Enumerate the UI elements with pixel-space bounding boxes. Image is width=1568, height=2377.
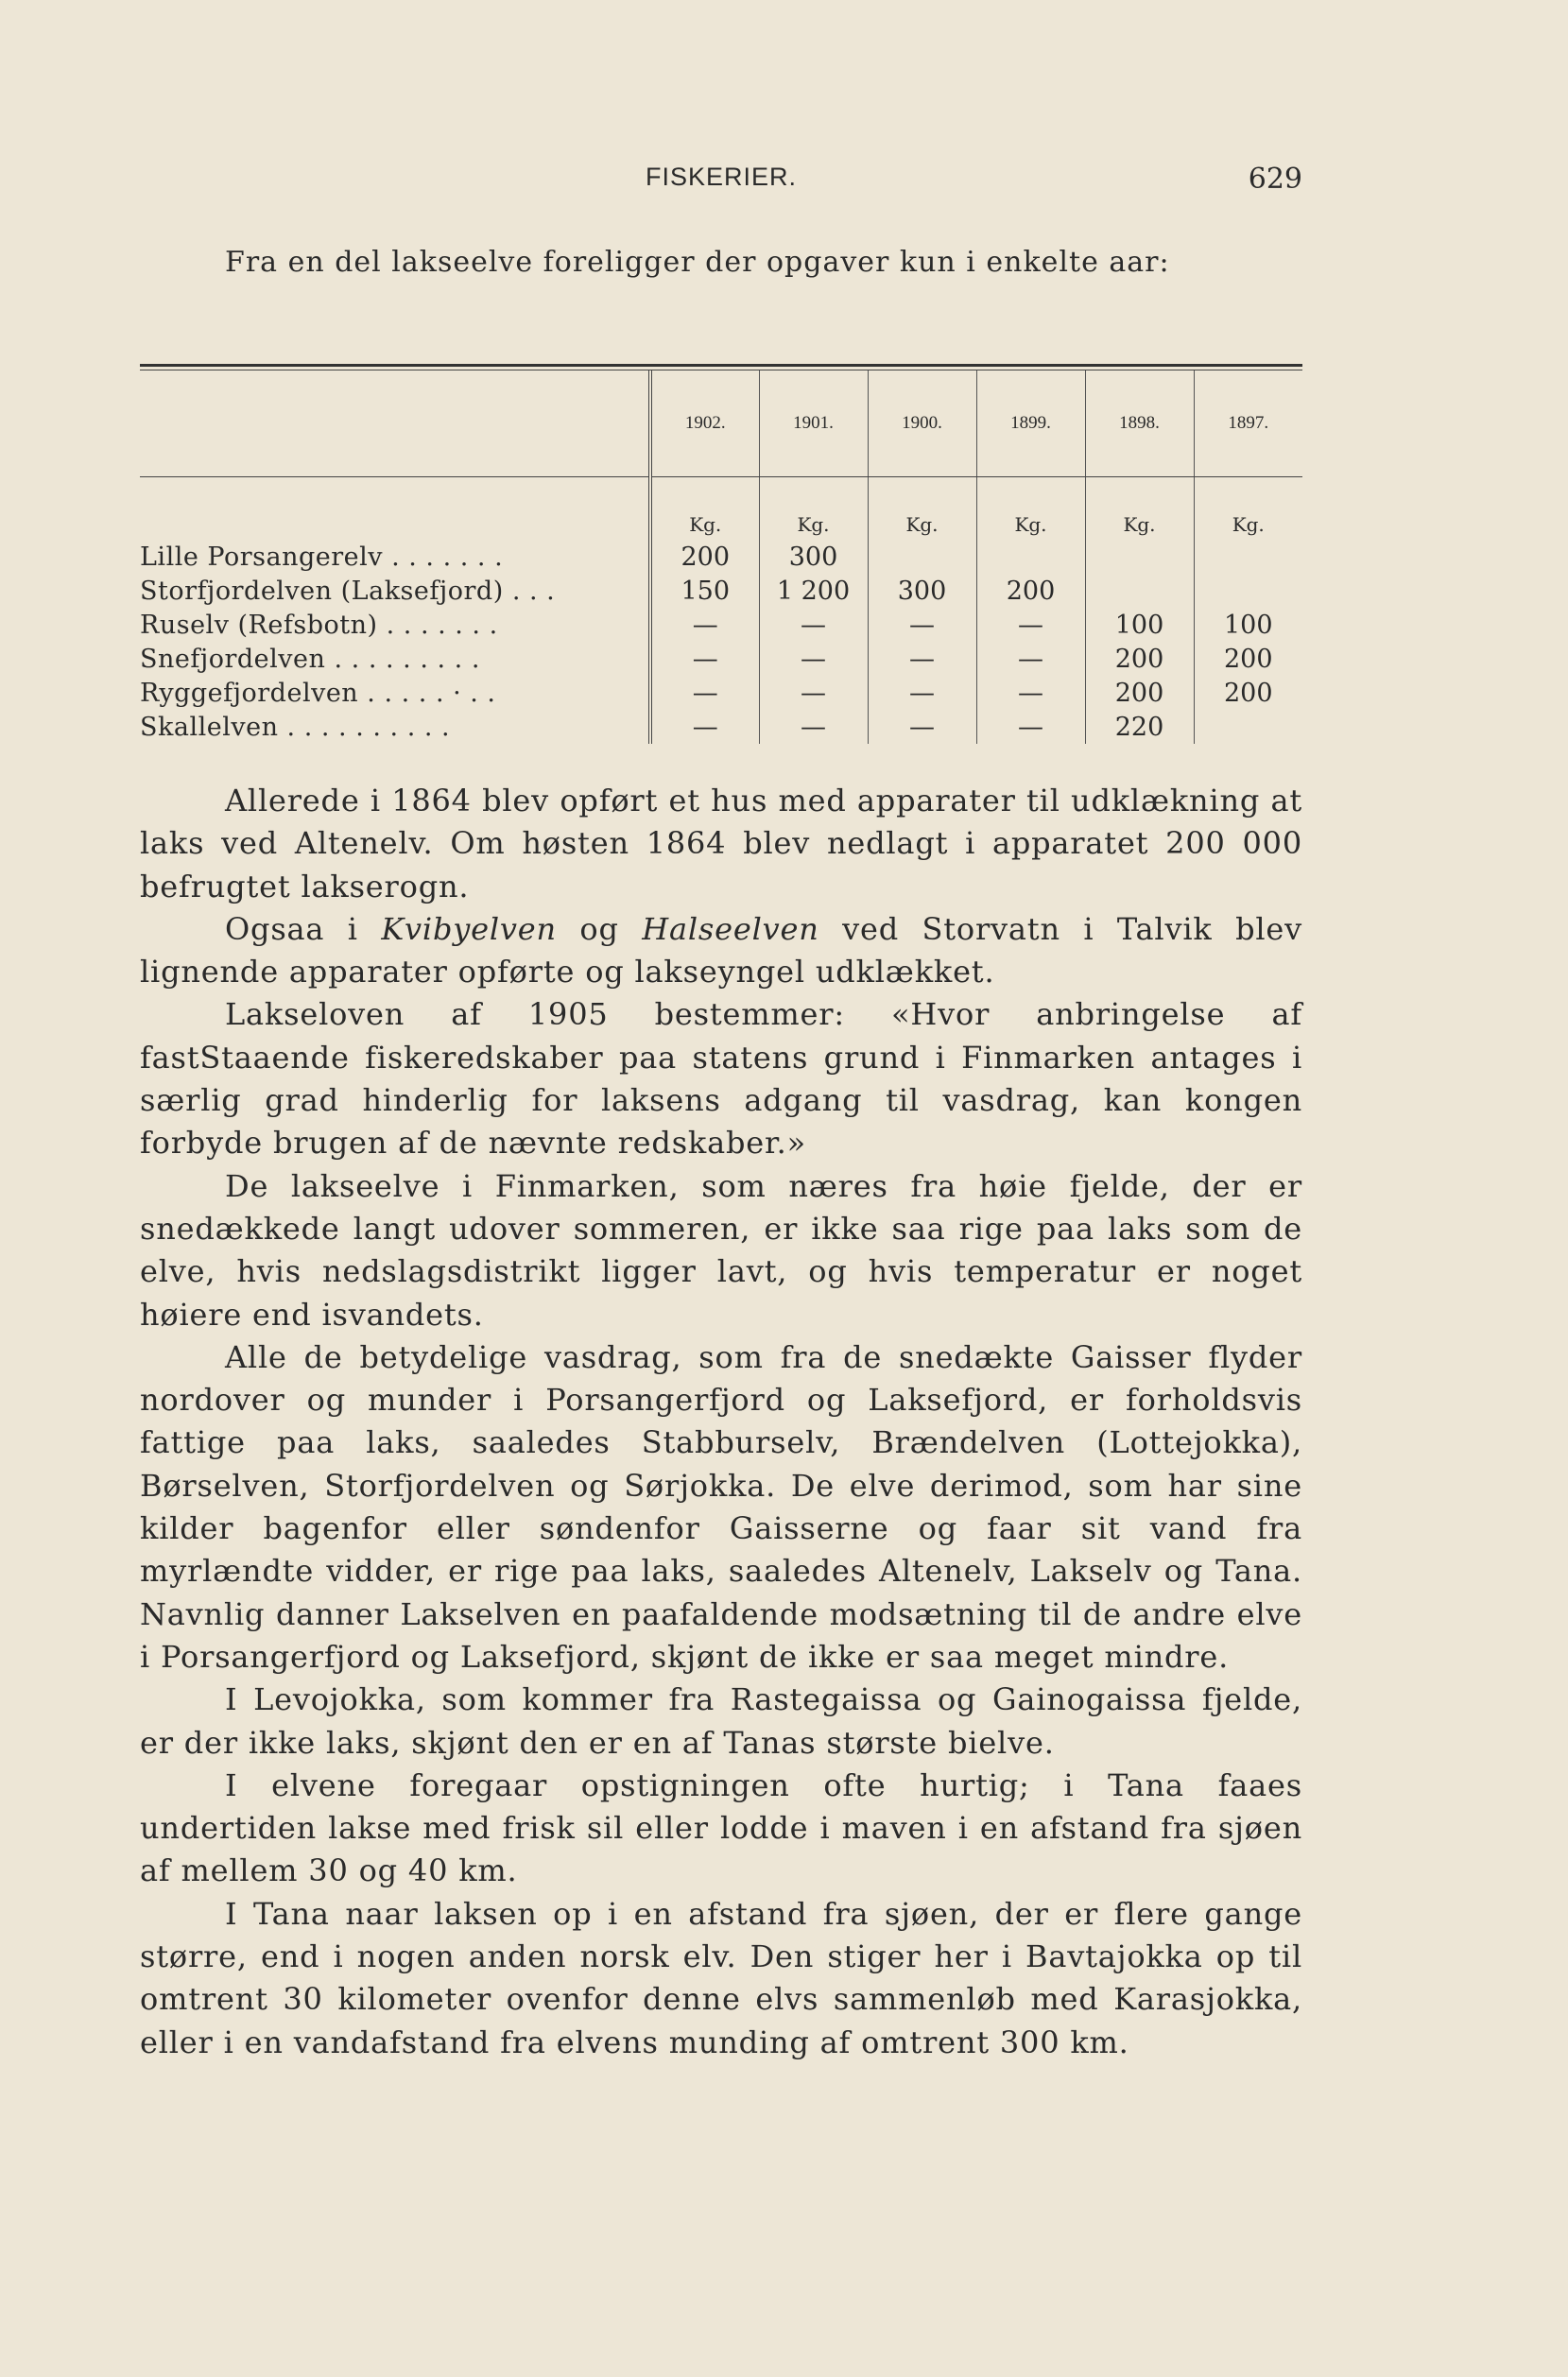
table-row xyxy=(140,574,1302,608)
unit-label: Kg. xyxy=(1085,477,1194,541)
catch-value: 150 xyxy=(650,574,759,608)
river-name: Skallelven . . . . . . . . . . xyxy=(140,712,451,742)
catch-value: — xyxy=(976,642,1085,676)
unit-label: Kg. xyxy=(868,477,976,541)
paragraph: Allerede i 1864 blev opført et hus med apparater til udklækning at laks ved Altenelv. Om høsten 1864 blev nedlagt i apparatet 200 000 befrugtet lakserogn. xyxy=(140,783,1302,904)
unit-label: Kg. xyxy=(976,477,1085,541)
table-row xyxy=(140,642,1302,676)
unit-label: Kg. xyxy=(1194,477,1302,541)
catch-value: 300 xyxy=(759,540,868,574)
catch-value: — xyxy=(650,608,759,642)
table-row xyxy=(140,676,1302,710)
table-row xyxy=(140,608,1302,642)
unit-row xyxy=(140,477,1302,541)
paragraph: Alle de betydelige vasdrag, som fra de snedækte Gaisser flyder nordover og munder i Porsangerfjord og Laksefjord, er forholdsvis fattige paa laks, saaledes Stabburselv, Brændelven (Lottejokka), Børselven, Storfjordelven og Sørjokka. De elve derimod, som har sine kilder bagenfor eller søndenfor Gaisserne og faar sit vand fra myrlændte vidder, er rige paa laks, saaledes Altenelv, Lakselv og Tana. Navnlig danner Lakselven en paafaldende modsætning til de andre elve i Porsangerfjord og Laksefjord, skjønt de ikke er saa meget mindre. xyxy=(140,1338,1302,1675)
paragraph: I elvene foregaar opstigningen ofte hurtig; i Tana faaes undertiden lakse med frisk sil eller lodde i maven i en afstand fra sjøen af mellem 30 og 40 km. xyxy=(140,1766,1302,1889)
catch-value xyxy=(1085,540,1194,574)
catch-value xyxy=(1194,540,1302,574)
table-top-rule xyxy=(140,364,1302,367)
year-header: 1902. xyxy=(650,370,759,477)
year-header: 1899. xyxy=(976,370,1085,477)
table-row xyxy=(140,710,1302,744)
unit-blank xyxy=(140,477,650,541)
catch-value xyxy=(1085,574,1194,608)
catch-table xyxy=(140,370,1302,744)
running-head: FISKERIER. xyxy=(645,163,798,191)
catch-value: — xyxy=(868,676,976,710)
intro-text: Fra en del lakseelve foreligger der opgaver kun i enkelte aar: xyxy=(225,246,1170,279)
catch-value: — xyxy=(976,608,1085,642)
catch-value: — xyxy=(868,608,976,642)
catch-value: — xyxy=(976,710,1085,744)
year-header: 1898. xyxy=(1085,370,1194,477)
catch-value: — xyxy=(976,676,1085,710)
river-name: Snefjordelven . . . . . . . . . xyxy=(140,644,480,674)
paragraph-text: Ogsaa i xyxy=(225,910,382,947)
catch-value: 200 xyxy=(1194,676,1302,710)
paragraph-text: og xyxy=(556,910,643,947)
paragraph-text: ved Storvatn i Talvik blev lignende apparater opførte og lakseyngel udklækket. xyxy=(140,910,1303,990)
catch-value: — xyxy=(650,642,759,676)
catch-value: 1 200 xyxy=(759,574,868,608)
catch-value: — xyxy=(759,642,868,676)
year-header-row xyxy=(140,370,1302,477)
paragraph: I Tana naar laksen op i en afstand fra sjøen, der er flere gange større, end i nogen anden norsk elv. Den stiger her i Bavtajokka op til omtrent 30 kilometer ovenfor denne elvs sammenløb med Karasjokka, eller i en vandafstand fra elvens munding af omtrent 300 km. xyxy=(140,1895,1302,2060)
year-header: 1901. xyxy=(759,370,868,477)
unit-label: Kg. xyxy=(759,477,868,541)
catch-value: — xyxy=(759,710,868,744)
river-name: Ruselv (Refsbotn) . . . . . . . xyxy=(140,610,498,640)
catch-value xyxy=(868,540,976,574)
river-name: Lille Porsangerelv . . . . . . . xyxy=(140,542,504,572)
catch-value: 200 xyxy=(650,540,759,574)
river-name-italic: Kvibyelven xyxy=(381,910,557,947)
catch-value: — xyxy=(868,710,976,744)
catch-value: 220 xyxy=(1085,710,1194,744)
paragraph: I Levojokka, som kommer fra Rastegaissa og Gainogaissa fjelde, er der ikke laks, skjønt den er en af Tanas største bielve. xyxy=(140,1681,1302,1761)
unit-label: Kg. xyxy=(650,477,759,541)
page-number: 629 xyxy=(1248,163,1302,196)
river-name: Storfjordelven (Laksefjord) . . . xyxy=(140,576,556,606)
page-header xyxy=(140,163,1302,200)
catch-value xyxy=(1194,574,1302,608)
catch-value xyxy=(1194,710,1302,744)
year-header: 1900. xyxy=(868,370,976,477)
catch-value: 200 xyxy=(1194,642,1302,676)
catch-value: 100 xyxy=(1194,608,1302,642)
paragraph: De lakseelve i Finmarken, som næres fra høie fjelde, der er snedækkede langt udover sommeren, er ikke saa rige paa laks som de elve, hvis nedslagsdistrikt ligger lavt, og hvis temperatur er noget høiere end isvandets. xyxy=(140,1167,1302,1333)
year-header: 1897. xyxy=(1194,370,1302,477)
catch-value: 200 xyxy=(976,574,1085,608)
paragraph xyxy=(140,908,1302,994)
river-name: Ryggefjordelven . . . . . · . . xyxy=(140,678,496,708)
catch-value xyxy=(976,540,1085,574)
catch-value: 100 xyxy=(1085,608,1194,642)
catch-value: 300 xyxy=(868,574,976,608)
catch-value: — xyxy=(759,608,868,642)
river-name-italic: Halseelven xyxy=(642,910,819,947)
catch-value: 200 xyxy=(1085,642,1194,676)
table-row xyxy=(140,540,1302,574)
paragraph: Lakseloven af 1905 bestemmer: «Hvor anbringelse af fastStaaende fiskeredskaber paa statens grund i Finmarken antages i særlig grad hinderlig for laksens adgang til vasdrag, kan kongen forbyde brugen af de nævnte redskaber.» xyxy=(140,996,1302,1162)
catch-value: — xyxy=(868,642,976,676)
salmon-catch-table xyxy=(140,364,1302,744)
catch-value: 200 xyxy=(1085,676,1194,710)
catch-value: — xyxy=(759,676,868,710)
header-blank xyxy=(140,370,650,477)
catch-value: — xyxy=(650,710,759,744)
catch-value: — xyxy=(650,676,759,710)
body-text xyxy=(140,780,1302,2064)
